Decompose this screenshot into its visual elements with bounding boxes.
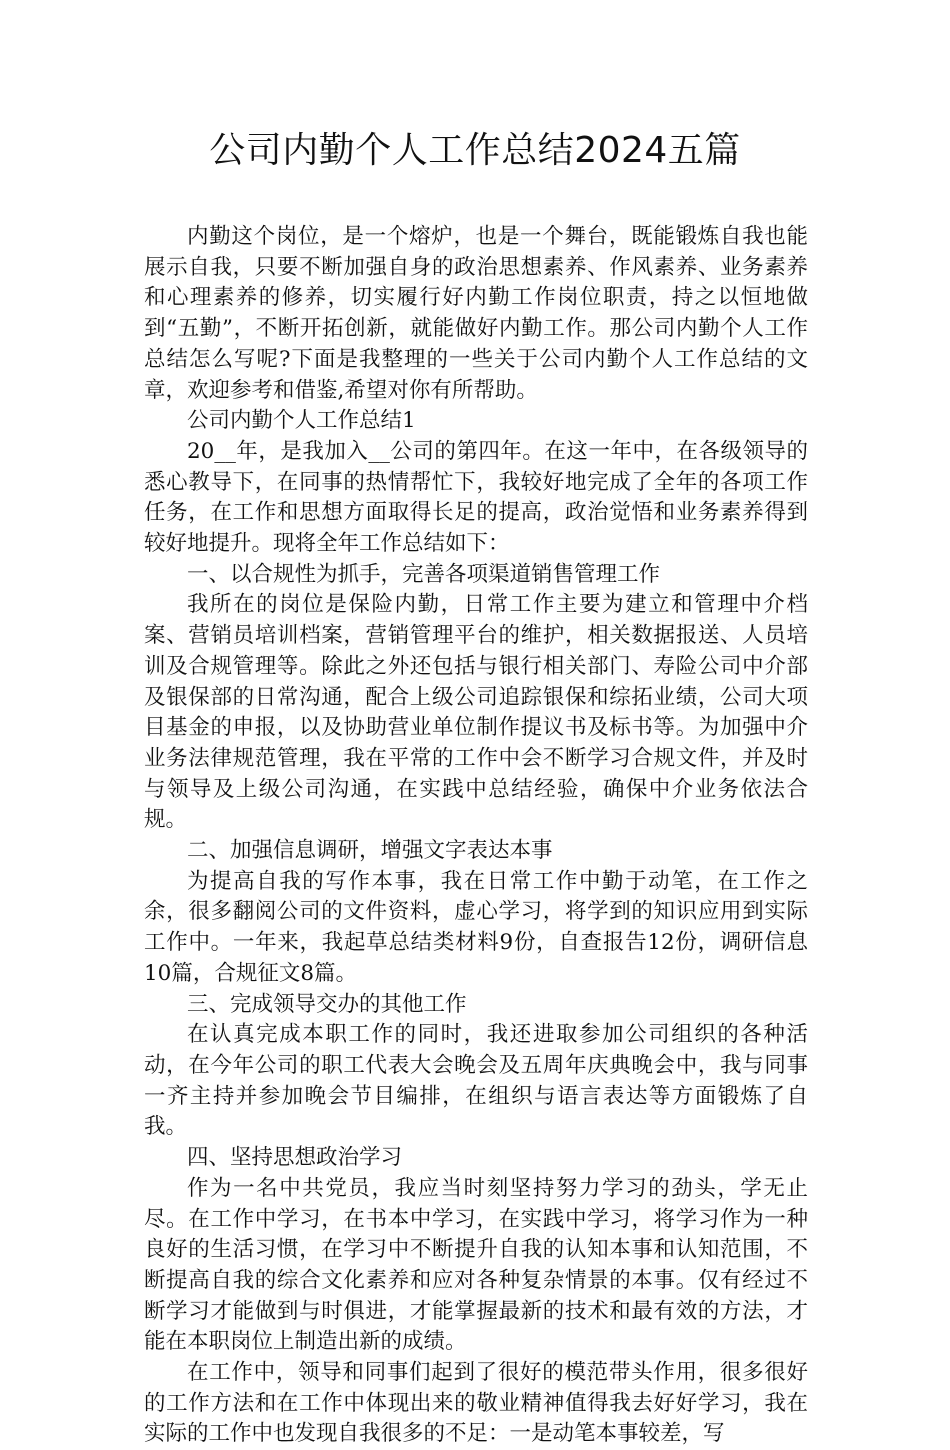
document-body <box>144 222 808 1450</box>
body-paragraph: 作为一名中共党员，我应当时刻坚持努力学习的劲头，学无止尽。在工作中学习，在书本中学习，在实践中学习，将学习作为一种良好的生活习惯，在学习中不断提升自我的认知本事和认知范围，不断提高自我的综合文化素养和应对各种复杂情景的本事。仅有经过不断学习才能做到与时俱进，才能掌握最新的技术和最有效的方法，才能在本职岗位上制造出新的成绩。 <box>144 1175 808 1355</box>
section-heading: 四、坚持思想政治学习 <box>187 1145 403 1171</box>
section-heading: 二、加强信息调研，增强文字表达本事 <box>187 838 553 864</box>
document-title: 公司内勤个人工作总结2024五篇 <box>209 130 741 171</box>
body-paragraph: 我所在的岗位是保险内勤，日常工作主要为建立和管理中介档案、营销员培训档案，营销管理平台的维护，相关数据报送、人员培训及合规管理等。除此之外还包括与银行相关部门、寿险公司中介部及银保部的日常沟通，配合上级公司追踪银保和综拓业绩，公司大项目基金的申报，以及协助营业单位制作提议书及标书等。为加强中介业务法律规范管理，我在平常的工作中会不断学习合规文件，并及时与领导及上级公司沟通，在实践中总结经验，确保中介业务依法合规。 <box>144 592 808 833</box>
section-heading: 一、以合规性为抓手，完善各项渠道销售管理工作 <box>187 561 661 587</box>
body-paragraph: 在工作中，领导和同事们起到了很好的模范带头作用，很多很好的工作方法和在工作中体现出来的敬业精神值得我去好好学习，我在实际的工作中也发现自我很多的不足：一是动笔本事较差，写 <box>144 1360 808 1447</box>
intro-paragraph: 内勤这个岗位，是一个熔炉，也是一个舞台，既能锻炼自我也能展示自我，只要不断加强自身的政治思想素养、作风素养、业务素养和心理素养的修养，切实履行好内勤工作岗位职责，持之以恒地做到“五勤”，不断开拓创新，就能做好内勤工作。那公司内勤个人工作总结怎么写呢?下面是我整理的一些关于公司内勤个人工作总结的文章，欢迎参考和借鉴,希望对你有所帮助。 <box>144 224 808 403</box>
section-title: 公司内勤个人工作总结1 <box>187 408 416 434</box>
body-paragraph: 为提高自我的写作本事，我在日常工作中勤于动笔，在工作之余，很多翻阅公司的文件资料，虚心学习，将学到的知识应用到实际工作中。一年来，我起草总结类材料9份，自查报告12份，调研信息10篇，合规征文8篇。 <box>144 868 808 986</box>
body-paragraph: 在认真完成本职工作的同时，我还进取参加公司组织的各种活动，在今年公司的职工代表大会晚会及五周年庆典晚会中，我与同事一齐主持并参加晚会节目编排，在组织与语言表达等方面锻炼了自我。 <box>144 1022 808 1140</box>
section-heading: 三、完成领导交办的其他工作 <box>187 991 467 1017</box>
body-paragraph: 20__年，是我加入__公司的第四年。在这一年中，在各级领导的悉心教导下，在同事的热情帮忙下，我较好地完成了全年的各项工作任务，在工作和思想方面取得长足的提高，政治觉悟和业务素养得到较好地提升。现将全年工作总结如下： <box>144 438 808 557</box>
